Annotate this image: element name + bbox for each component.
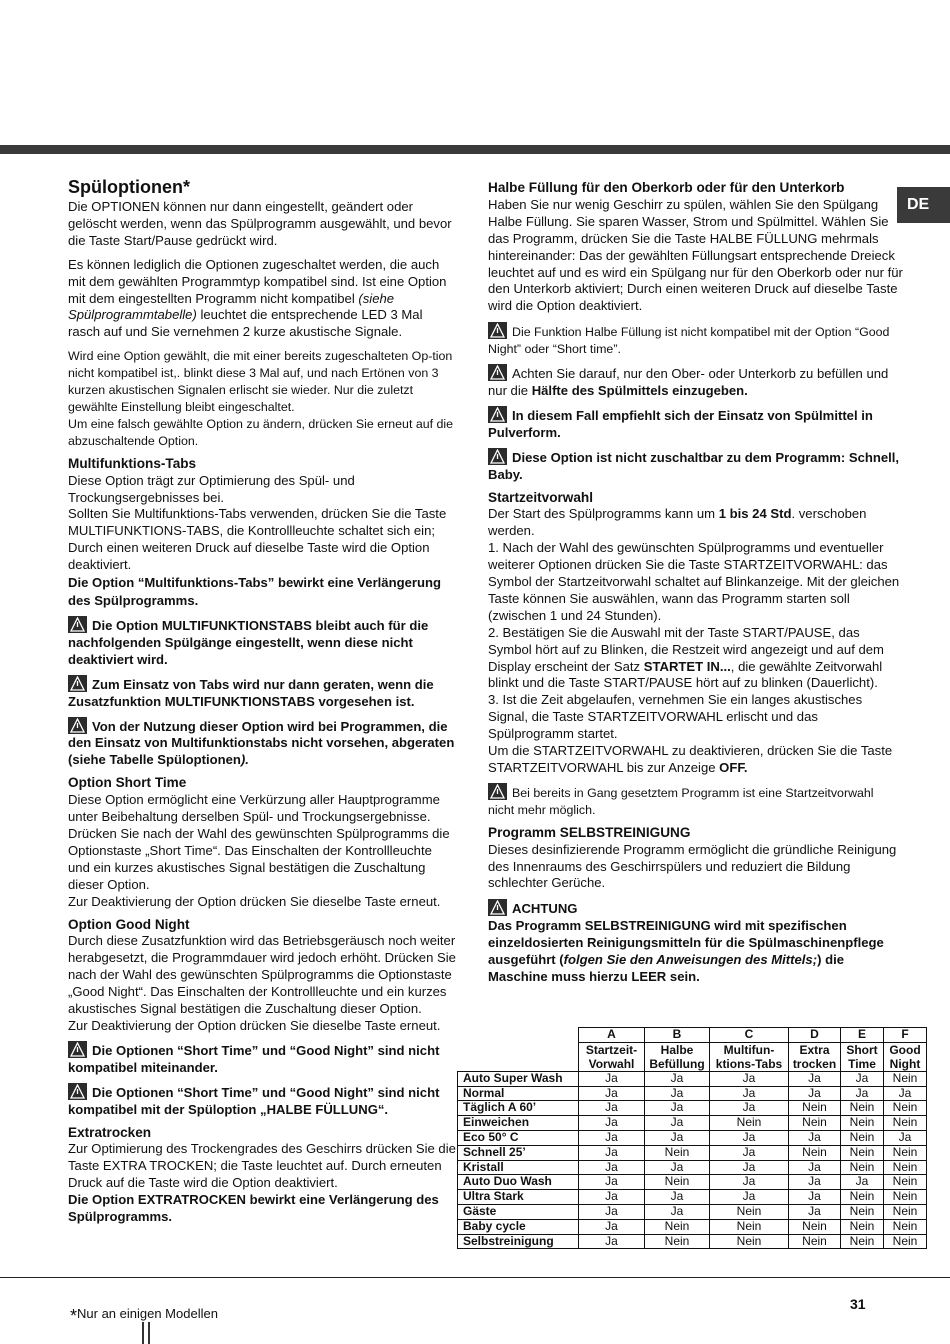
program-name: Täglich A 60’ [458, 1101, 579, 1116]
half-warning-4: Diese Option ist nicht zuschaltbar zu dem Programm: Schnell, Baby. [488, 449, 900, 482]
table-cell: Ja [789, 1190, 841, 1205]
table-cell: Ja [789, 1175, 841, 1190]
warning-icon [68, 616, 87, 633]
program-name: Gäste [458, 1204, 579, 1219]
table-cell: Ja [789, 1071, 841, 1086]
warning-icon [488, 783, 507, 800]
table-cell: Ja [645, 1130, 710, 1145]
table-cell: Nein [884, 1160, 927, 1175]
table-cell: Ja [579, 1175, 645, 1190]
half-load-text: Haben Sie nur wenig Geschirr zu spülen, wählen Sie den Spülgang Halbe Füllung. Sie sparen Wasser, Strom und Spülmittel. Wählen Sie das Programm, drücken Sie die Taste HALBE FÜLLUNG mehrmals hintereinander: Das der gewählten Füllungsart entsprechende Dreieck leuchtet auf und es wird ein Spülgang nur für den Oberkorb oder nur für den Unterkorb aktiviert; Durch einen weiteren Druck auf dieselbe Taste wird die Option deaktiviert. [488, 196, 903, 314]
multi-warning-2: Zum Einsatz von Tabs wird nur dann geraten, wenn die Zusatzfunktion MULTIFUNKTIONSTABS vorgesehen ist. [68, 676, 434, 709]
table-cell: Nein [884, 1219, 927, 1234]
table-cell: Ja [710, 1071, 789, 1086]
table-row [458, 1071, 927, 1086]
program-name: Kristall [458, 1160, 579, 1175]
delay-text: Der Start des Spülprogramms kann um 1 bis 24 Std. verschoben werden. 1. Nach der Wahl des gewünschten Spülprogramms und eventueller weiterer Optionen drücken Sie die Taste STARTZEITVORWAHL: das Symbol der Startzeitvorwahl schaltet auf Blinkanzeige. Mit der gleichen Taste können Sie auswählen, wann das Programm starten soll (zwischen 1 und 24 Stunden). 2. Bestätigen Sie die Auswahl mit der Taste START/PAUSE, das Symbol hört auf zu Blinken, die Restzeit wird angezeigt und auf dem Display erscheint der Satz STARTET IN..., die gewählte Zeitvorwahl blinkt und die Taste START/PAUSE hört auf zu blinken (Dauerlicht). 3. Ist die Zeit abgelaufen, vernehmen Sie ein langes akustisches Signal, die Taste STARTZEITVORWAHL erlischt und das Spülprogramm startet. Um die STARTZEITVORWAHL zu deaktivieren, drücken Sie die Taste STARTZEITVORWAHL bis zur Anzeige OFF. [488, 506, 900, 775]
table-cell: Nein [645, 1145, 710, 1160]
table-cell: Nein [710, 1234, 789, 1249]
table-cell: Nein [789, 1116, 841, 1131]
program-name: Normal [458, 1086, 579, 1101]
program-name: Auto Super Wash [458, 1071, 579, 1086]
table-row [458, 1116, 927, 1131]
table-cell: Nein [841, 1160, 884, 1175]
warning-icon [68, 1041, 87, 1058]
table-cell: Nein [841, 1234, 884, 1249]
table-cell: Nein [789, 1234, 841, 1249]
short-time-text: Diese Option ermöglicht eine Verkürzung aller Hauptprogramme unter Beibehaltung derselben Spül- und Trockungsergebnisse. Drücken Sie nach der Wahl des gewünschten Spülprogramms die Optionstaste „Short Time“. Das Einschalten der Kontrollleuchte und ein kurzes akustisches Signal bestätigen die Zuschaltung dieser Option. Zur Deaktivierung der Option drücken Sie dieselbe Taste erneut. [68, 792, 450, 909]
warning-icon [488, 448, 507, 465]
extra-bold: Die Option EXTRATROCKEN bewirkt eine Verlängerung des Spülprogramms. [68, 1192, 439, 1225]
multi-warning-3: Von der Nutzung dieser Option wird bei Programmen, die den Einsatz von Multifunktionstabs nicht vorsehen, abgeraten (siehe Tabelle Spüloptionen). [68, 718, 455, 768]
table-cell: Ja [789, 1130, 841, 1145]
table-cell: Nein [841, 1101, 884, 1116]
table-cell: Ja [579, 1204, 645, 1219]
table-cell: Nein [710, 1219, 789, 1234]
half-warning-3: In diesem Fall empfiehlt sich der Einsatz von Spülmittel in Pulverform. [488, 407, 873, 440]
table-cell: Ja [579, 1086, 645, 1101]
table-cell: Ja [645, 1071, 710, 1086]
table-cell: Ja [710, 1130, 789, 1145]
self-clean-warning: ACHTUNG Das Programm SELBSTREINIGUNG wird mit spezifischen einzeldosierten Reinigungsmitteln für die Spülmaschinenpflege ausgeführt (folgen Sie den Anweisungen des Mittels;) die Maschine muss hierzu LEER sein. [488, 901, 884, 984]
extra-title: Extratrocken [68, 1124, 152, 1140]
language-tab: DE [897, 187, 950, 223]
table-cell: Ja [710, 1086, 789, 1101]
table-cell: Ja [645, 1086, 710, 1101]
table-row [458, 1101, 927, 1116]
table-cell: Nein [884, 1190, 927, 1205]
table-cell: Nein [884, 1116, 927, 1131]
table-cell: Ja [884, 1130, 927, 1145]
table-row [458, 1175, 927, 1190]
table-body [458, 1071, 927, 1249]
table-cell: Ja [645, 1160, 710, 1175]
table-cell: Ja [579, 1190, 645, 1205]
table-cell: Nein [645, 1175, 710, 1190]
program-name: Ultra Stark [458, 1190, 579, 1205]
multi-text: Diese Option trägt zur Optimierung des Spül- und Trockungsergebnisses bei. Sollten Sie Multifunktions-Tabs verwenden, drücken Sie die Taste MULTIFUNKTIONS-TABS, die Kontrollleuchte schaltet sich ein; Durch einen weiteren Druck auf dieselbe Taste wird die Option deaktiviert. [68, 472, 447, 573]
table-cell: Nein [841, 1219, 884, 1234]
table-cell: Ja [710, 1101, 789, 1116]
good-night-title: Option Good Night [68, 916, 190, 932]
table-cell: Ja [579, 1145, 645, 1160]
table-cell: Ja [884, 1086, 927, 1101]
table-row [458, 1130, 927, 1145]
table-cell: Nein [789, 1145, 841, 1160]
table-cell: Nein [841, 1130, 884, 1145]
table-cell: Ja [789, 1086, 841, 1101]
table-cell: Nein [789, 1219, 841, 1234]
table-cell: Ja [645, 1204, 710, 1219]
multi-bold: Die Option “Multifunktions-Tabs” bewirkt eine Verlängerung des Spülprogramms. [68, 575, 441, 609]
table-row [458, 1219, 927, 1234]
crop-mark [142, 1322, 144, 1344]
table-cell: Ja [579, 1071, 645, 1086]
table-cell: Ja [579, 1130, 645, 1145]
multi-warning-1: Die Option MULTIFUNKTIONSTABS bleibt auch für die nachfolgenden Spülgänge eingestellt, wenn diese nicht deaktiviert wird. [68, 618, 429, 667]
multi-title: Multifunktions-Tabs [68, 455, 197, 471]
table-row [458, 1145, 927, 1160]
warning-icon [68, 717, 87, 734]
warning-icon [68, 675, 87, 692]
table-cell: Ja [579, 1234, 645, 1249]
table-cell: Ja [710, 1160, 789, 1175]
table-cell: Ja [645, 1116, 710, 1131]
table-cell: Ja [579, 1116, 645, 1131]
table-header-row: Startzeit- Vorwahl Halbe Befüllung Multifun- ktions-Tabs Extra trocken Short Time Good Night [458, 1042, 927, 1071]
program-name: Einweichen [458, 1116, 579, 1131]
table-row [458, 1086, 927, 1101]
program-name: Eco 50° C [458, 1130, 579, 1145]
self-clean-text: Dieses desinfizierende Programm ermöglicht die gründliche Reinigung des Innenraums des Geschirrspülers und reduziert die Bildung schlechter Gerüche. [488, 841, 897, 891]
short-time-title: Option Short Time [68, 775, 187, 791]
table-row [458, 1204, 927, 1219]
half-warning-2: Achten Sie darauf, nur den Ober- oder Unterkorb zu befüllen und nur die Hälfte des Spülmittels einzugeben. [488, 366, 889, 398]
table-cell: Nein [884, 1175, 927, 1190]
warning-icon [488, 364, 507, 381]
table-cell: Nein [841, 1204, 884, 1219]
page-title: Spüloptionen* [68, 177, 190, 197]
good-night-warning-1: Die Optionen “Short Time” und “Good Night” sind nicht kompatibel miteinander. [68, 1042, 440, 1075]
intro-paragraph: Die OPTIONEN können nur dann eingestellt, geändert oder gelöscht werden, wenn das Spülprogramm ausgewählt, und bevor die Taste Start/Pause gedrückt wird. [68, 199, 452, 248]
table-cell: Ja [789, 1204, 841, 1219]
table-cell: Nein [645, 1234, 710, 1249]
page-number: 31 [850, 1296, 866, 1312]
table-cell: Ja [579, 1219, 645, 1234]
program-name: Auto Duo Wash [458, 1175, 579, 1190]
table-cell: Ja [789, 1160, 841, 1175]
table-row [458, 1160, 927, 1175]
table-cell: Ja [841, 1175, 884, 1190]
program-name: Baby cycle [458, 1219, 579, 1234]
warning-icon [68, 1083, 87, 1100]
good-night-warning-2: Die Optionen “Short Time” und “Good Night” sind nicht kompatibel mit der Spüloption „HALBE FÜLLUNG“. [68, 1084, 440, 1117]
table-cell: Nein [884, 1145, 927, 1160]
table-row [458, 1190, 927, 1205]
table-cell: Nein [884, 1204, 927, 1219]
top-bar [0, 145, 950, 154]
table-cell: Ja [841, 1086, 884, 1101]
incompat-paragraph: Wird eine Option gewählt, die mit einer bereits zugeschalteten Op-tion nicht kompatibel ist,. blinkt diese 3 Mal auf, und nach Ertönen von 3 kurzen akustischen Signalen erlischt sie wieder. Nur die zuletzt gewählte Einstellung bleibt eingeschaltet. Um eine falsch gewählte Option zu ändern, drücken Sie erneut auf die abzuschaltende Option. [68, 349, 454, 448]
table-cell: Ja [710, 1175, 789, 1190]
good-night-text: Durch diese Zusatzfunktion wird das Betriebsgeräusch noch weiter herabgesetzt, die Programmdauer wird jedoch erhöht. Drücken Sie nach der Wahl des gewünschten Spülprogramms die Optionstaste „Good Night“. Das Einschalten der Kontrollleuchte und ein kurzes akustisches Signal bestätigen die Zuschaltung dieser Option. Zur Deaktivierung der Option drücken Sie dieselbe Taste erneut. [68, 933, 456, 1033]
warning-icon [488, 322, 507, 339]
program-name: Selbstreinigung [458, 1234, 579, 1249]
right-column [488, 180, 903, 986]
delay-warning: Bei bereits in Gang gesetztem Programm ist eine Startzeitvorwahl nicht mehr möglich. [488, 783, 903, 819]
table-row [458, 1234, 927, 1249]
half-warning-1: Die Funktion Halbe Füllung ist nicht kompatibel mit der Option “Good Night” oder “Short time”. [488, 322, 903, 358]
table-cell: Ja [579, 1101, 645, 1116]
bottom-rule [0, 1277, 950, 1278]
table-cell: Nein [710, 1204, 789, 1219]
table-cell: Ja [841, 1071, 884, 1086]
table-cell: Ja [645, 1190, 710, 1205]
table-cell: Nein [841, 1116, 884, 1131]
table-cell: Ja [579, 1160, 645, 1175]
extra-text: Zur Optimierung des Trockengrades des Geschirrs drücken Sie die Taste EXTRA TROCKEN; die Taste leuchtet auf. Durch erneuten Druck auf die Taste wird die Option deaktiviert. [68, 1141, 456, 1191]
table-cell: Nein [710, 1116, 789, 1131]
table-cell: Nein [789, 1101, 841, 1116]
left-column [68, 176, 456, 1226]
program-name: Schnell 25’ [458, 1145, 579, 1160]
table-cell: Nein [645, 1219, 710, 1234]
table-cell: Nein [884, 1071, 927, 1086]
table-cell: Ja [710, 1190, 789, 1205]
table-cell: Ja [645, 1101, 710, 1116]
options-table [457, 1027, 927, 1249]
table-cell: Nein [884, 1101, 927, 1116]
compat-paragraph: Es können lediglich die Optionen zugeschaltet werden, die auch mit dem gewählten Programmtyp kompatibel sind. Ist eine Option mit dem eingestellten Programm nicht kompatibel (siehe Spülprogrammtabelle) leuchtet die entsprechende LED 3 Mal rasch auf und Sie vernehmen 2 kurze akustische Signale. [68, 256, 447, 340]
table-cell: Ja [710, 1145, 789, 1160]
warning-icon [488, 406, 507, 423]
delay-title: Startzeitvorwahl [488, 489, 593, 505]
warning-icon [488, 899, 507, 916]
table-cell: Nein [884, 1234, 927, 1249]
table-letter-row: A B C D E F [458, 1028, 927, 1043]
crop-mark [148, 1322, 150, 1344]
table-cell: Nein [841, 1145, 884, 1160]
half-load-title: Halbe Füllung für den Oberkorb oder für den Unterkorb [488, 180, 845, 195]
table-cell: Nein [841, 1190, 884, 1205]
footnote: *Nur an einigen Modellen [70, 1306, 218, 1326]
self-clean-title: Programm SELBSTREINIGUNG [488, 824, 691, 840]
